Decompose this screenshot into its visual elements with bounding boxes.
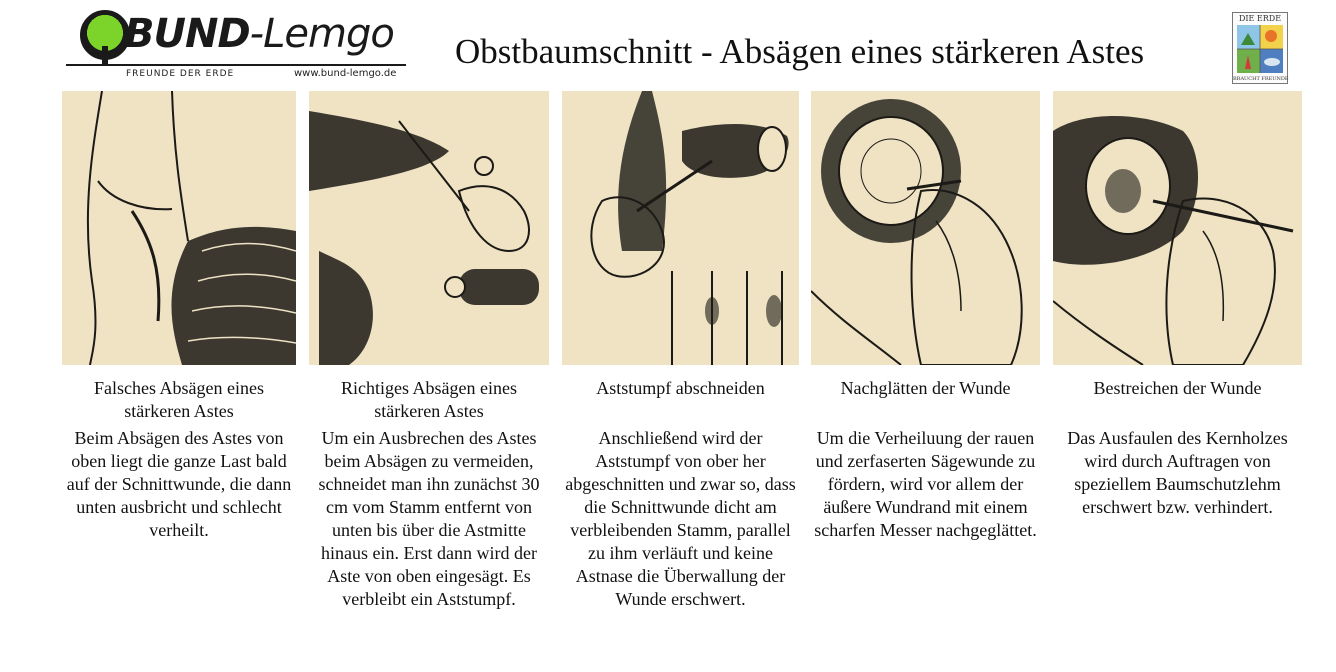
- stump-cut-drawing: [562, 91, 799, 365]
- knife-smoothing-drawing: [811, 91, 1040, 365]
- step-description: Beim Absägen des Astes von oben liegt die ganze Last bald auf der Schnittwunde, die dann unten ausbricht und schlecht verheilt.: [66, 428, 292, 540]
- step-description: Das Ausfaulen des Kernholzes wird durch Auftragen von speziellem Baumschutzlehm erschwert bzw. verhindert.: [1067, 428, 1288, 517]
- illustration-correct-sawing: [309, 91, 549, 365]
- step-title: Richtiges Absägen eines stärkeren Astes: [341, 378, 517, 421]
- step-title: Aststumpf abschneiden: [596, 378, 765, 398]
- illustration-smoothing-wound: [811, 91, 1040, 365]
- illustration-cutting-stump: [562, 91, 799, 365]
- illustration-coating-wound: [1053, 91, 1302, 365]
- caption-step-2: [309, 377, 549, 611]
- illustration-wrong-sawing: [62, 91, 296, 365]
- logo-name-bold: BUND: [124, 11, 250, 57]
- step-description: Um die Verheiluung der rauen und zerfaserten Sägewunde zu fördern, wird vor allem der äußere Wundrand mit einem scharfen Messer nachgeglättet.: [814, 428, 1037, 540]
- step-description: Anschließend wird der Aststumpf von ober her abgeschnitten und zwar so, dass die Schnittwunde dicht am verbleibenden Stamm, parallel zu ihm verläuft und keine Astnase die Überwallung der Wunde erschwert.: [565, 428, 796, 609]
- caption-step-1: [62, 377, 296, 542]
- badge-top-text: DIE ERDE: [1238, 14, 1282, 23]
- saw-cut-drawing: [309, 91, 549, 365]
- earth-collage-icon: [1237, 25, 1283, 73]
- step-description: Um ein Ausbrechen des Astes beim Absägen zu vermeiden, schneidet man ihn zunächst 30 cm vom Stamm entfernt von unten bis über die Astmitte hinaus ein. Erst dann wird der Aste von oben eingesägt. Es verbleibt ein Aststumpf.: [318, 428, 540, 609]
- page-title: Obstbaumschnitt - Absägen eines stärkeren Astes: [455, 32, 1145, 71]
- caption-step-4: [811, 377, 1040, 542]
- logo-tagline: FREUNDE DER ERDE: [126, 69, 235, 79]
- wound-coating-drawing: [1053, 91, 1302, 365]
- step-title: Nachglätten der Wunde: [840, 378, 1011, 398]
- logo-rule: [66, 64, 406, 66]
- logo-name: [124, 10, 394, 58]
- step-title: Falsches Absägen eines stärkeren Astes: [94, 378, 264, 421]
- bund-logo-stem: [102, 46, 108, 66]
- logo-url: www.bund-lemgo.de: [294, 68, 397, 79]
- caption-step-3: [562, 377, 799, 611]
- torn-branch-drawing: [62, 91, 296, 365]
- badge-bottom-text: BRAUCHT FREUNDE: [1233, 76, 1289, 82]
- bund-lemgo-logo: [62, 6, 412, 82]
- step-title: Bestreichen der Wunde: [1093, 378, 1262, 398]
- caption-step-5: [1053, 377, 1302, 519]
- die-erde-badge: [1232, 12, 1288, 84]
- logo-name-light: -Lemgo: [249, 11, 394, 57]
